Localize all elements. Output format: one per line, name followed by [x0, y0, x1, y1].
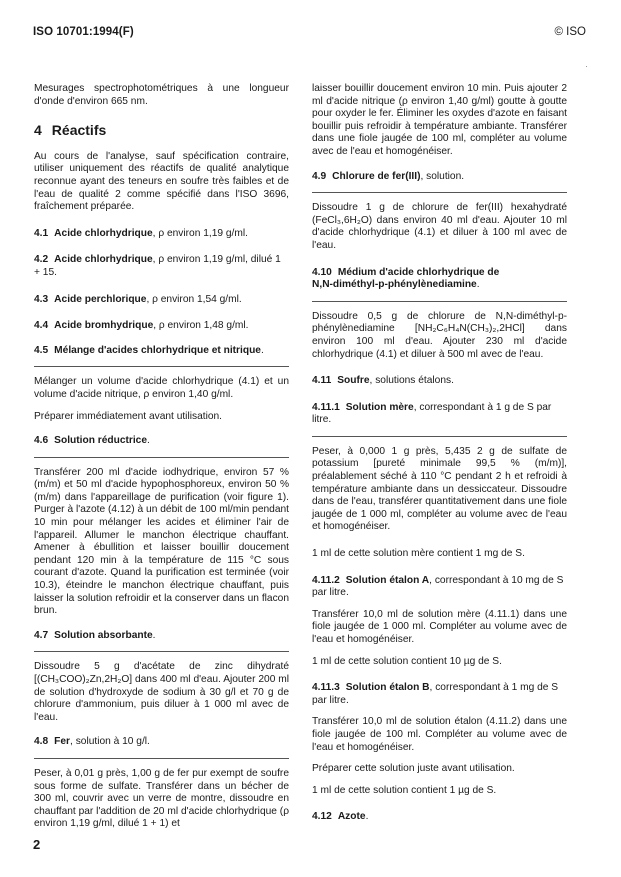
subsection-title: Azote	[337, 811, 366, 823]
section-4-5-note: Préparer immédiatement avant utilisation.	[34, 410, 222, 422]
section-rule	[34, 366, 289, 367]
section-4-12: 4.12 Azote.	[312, 811, 369, 823]
subsection-title: Acide chlorhydrique	[54, 254, 153, 266]
section-4-text: Au cours de l'analyse, sauf spécification contraire, utiliser uniquement des réactifs de qualité analytique reconnue ayant des teneurs en soufre très faibles et de l'eau de qualité 2 comme spécifié dans l'ISO 3696, fraîchement préparée.	[34, 150, 289, 213]
section-4-11-2-text: Transférer 10,0 ml de solution mère (4.11.1) dans une fiole jaugée de 1 000 ml. Compléter au volume avec de l'eau et homogénéiser.	[312, 608, 567, 645]
section-4-4	[34, 320, 289, 333]
section-rule	[312, 192, 567, 193]
section-rule	[312, 301, 567, 302]
section-4-3	[34, 294, 289, 307]
section-rule	[34, 651, 289, 652]
subsection-title-line2: N,N-diméthyl-p-phénylènediamine	[312, 279, 477, 291]
subsection-rest: , solution.	[420, 170, 465, 182]
intro-paragraph: Mesurages spectrophotométriques à une longueur d'onde d'environ 665 nm.	[34, 83, 289, 107]
subsection-number: 4.12	[312, 811, 332, 823]
section-4-6: 4.6 Solution réductrice.	[34, 435, 150, 447]
subsection-number: 4.2	[34, 254, 49, 266]
subsection-number: 4.1	[34, 227, 49, 239]
section-4-6-text: Transférer 200 ml d'acide iodhydrique, environ 57 % (m/m) et 50 ml d'acide hypophosphoreux, environ 50 % (m/m) dans l'appareillage de purification (voir figure 1). Purger à l'azote (4.12) à un débit de 100 ml/min pendant 10 min pour mélanger les acides et éliminer l'air de l'appareil. Allumer le manchon électrique chauffant. Amener à ébullition et laisser bouillir doucement pendant 120 min à la température de 115 °C sous courant d'azote. Quand la purification est terminée (voir 10.3), éteindre le manchon électrique chauffant, puis laisser la solution refroidir et la conserver dans un flacon brun.	[34, 466, 289, 617]
subsection-rest: , ρ environ 1,54 g/ml.	[146, 293, 242, 305]
page-number: 2	[33, 837, 41, 852]
right-column	[312, 83, 567, 833]
section-4-7: 4.7 Solution absorbante.	[34, 629, 156, 641]
subsection-rest: , correspondant à 10 mg de S par litre.	[312, 574, 564, 599]
subsection-number: 4.4	[34, 320, 49, 332]
section-rule	[34, 758, 289, 759]
section-4-1	[34, 228, 289, 241]
subsection-title: Solution absorbante	[54, 629, 153, 641]
subsection-number: 4.7	[34, 629, 49, 641]
section-4-8-text: Peser, à 0,01 g près, 1,00 g de fer pur exempt de soufre sous forme de sulfate. Transférer dans un bécher de 300 ml, couvrir avec un verre de montre, dissoudre en chauffant par l'addition de 20 ml d'acide chlorhydrique (ρ environ 1,19 g/ml, dilué 1 + 1) et	[34, 767, 289, 830]
standard-number: ISO 10701:1994(F)	[33, 26, 134, 38]
section-4-11-3	[312, 682, 567, 707]
section-4-11-1-note: 1 ml de cette solution mère contient 1 mg de S.	[312, 548, 525, 560]
subsection-rest: , ρ environ 1,19 g/ml.	[152, 227, 248, 239]
subsection-rest: , correspondant à 1 mg de S par litre.	[312, 682, 559, 706]
subsection-title: Soufre	[337, 375, 370, 387]
subsection-number: 4.11.1	[312, 401, 340, 413]
section-4-5-text: Mélanger un volume d'acide chlorhydrique (4.1) et un volume d'acide nitrique, ρ environ 1,40 g/ml.	[34, 376, 289, 400]
subsection-number: 4.3	[34, 293, 49, 305]
section-4-11	[312, 375, 567, 388]
subsection-number: 4.8	[34, 736, 49, 748]
section-4-11-2	[312, 575, 567, 600]
section-4-11-2-note: 1 ml de cette solution contient 10 µg de S.	[312, 655, 502, 667]
subsection-title: Mélange d'acides chlorhydrique et nitrique	[54, 344, 261, 356]
subsection-rest: , correspondant à 1 g de S par litre.	[312, 401, 552, 426]
section-4-11-1	[312, 402, 567, 427]
subsection-number: 4.9	[312, 170, 327, 182]
subsection-rest: , solutions étalons.	[369, 375, 454, 387]
subsection-number: 4.5	[34, 344, 49, 356]
section-rule	[312, 436, 567, 437]
subsection-number: 4.10	[312, 266, 332, 278]
subsection-title: Acide chlorhydrique	[54, 227, 153, 239]
section-4-heading	[34, 124, 289, 137]
section-4-11-3-prep: Préparer cette solution juste avant utilisation.	[312, 763, 515, 775]
section-rule	[34, 457, 289, 458]
subsection-rest: , ρ environ 1,19 g/ml, dilué 1 + 15.	[34, 254, 281, 278]
continued-paragraph: laisser bouillir doucement environ 10 min. Puis ajouter 2 ml d'acide nitrique (ρ environ 1,40 g/ml) goutte à goutte pour oxyder le fer. Éliminer les oxydes d'azote en faisant bouillir puis refroidir à température ambiante. Transférer dans une fiole jaugée de 100 ml, compléter au volume avec de l'eau et homogénéiser.	[312, 83, 567, 157]
subsection-title: Solution réductrice	[54, 435, 148, 447]
section-4-9	[312, 171, 567, 184]
section-4-11-3-text: Transférer 10,0 ml de solution étalon (4.11.2) dans une fiole jaugée de 100 ml. Compléter au volume avec de l'eau et homogénéiser.	[312, 716, 567, 753]
subsection-title: Fer	[54, 736, 71, 748]
subsection-rest: , solution à 10 g/l.	[70, 736, 150, 748]
subsection-title: Médium d'acide chlorhydrique de	[337, 266, 500, 278]
subsection-title: Chlorure de fer(III)	[332, 170, 421, 182]
subsection-title: Acide bromhydrique	[54, 320, 154, 332]
section-4-9-text: Dissoudre 1 g de chlorure de fer(III) hexahydraté (FeCl₃,6H₂O) dans environ 40 ml d'eau. Ajouter 10 ml d'acide chlorhydrique (4.1) et diluer à 100 ml avec de l'eau.	[312, 202, 567, 251]
margin-mark	[586, 66, 587, 67]
section-4-11-1-text: Peser, à 0,000 1 g près, 5,435 2 g de sulfate de potassium [pureté minimale 99,5 % (m/m)], préalablement séché à 110 °C pendant 2 h et refroidi à température ambiante dans un dessiccateur. Dissoudre dans de l'eau, transférer quantitativement dans une fiole jaugée de 1 000 ml, compléter au volume avec de l'eau et homogénéiser.	[312, 445, 567, 533]
subsection-title: Solution étalon B	[345, 682, 430, 694]
subsection-number: 4.6	[34, 435, 49, 447]
section-number: 4	[34, 122, 42, 139]
section-title: Réactifs	[51, 122, 107, 139]
section-4-10-text: Dissoudre 0,5 g de chlorure de N,N-diméthyl-p-phénylènediamine [NH₂C₆H₄N(CH₃)₂,2HCl] dans environ 100 ml d'eau. Ajouter 230 ml d'acide chlorhydrique (4.1) et diluer à 500 ml avec de l'eau.	[312, 310, 567, 360]
section-4-8	[34, 736, 289, 749]
section-4-10: 4.10 Médium d'acide chlorhydrique de N,N-diméthyl-p-phénylènediamine.	[312, 266, 500, 291]
iso-copyright: © ISO	[554, 26, 586, 38]
subsection-title: Solution étalon A	[345, 574, 430, 586]
section-4-7-text: Dissoudre 5 g d'acétate de zinc dihydraté [(CH₃COO)₂Zn,2H₂O] dans 400 ml d'eau. Ajouter 200 ml de solution d'hydroxyde de sodium à 30 g/l et 70 g de chlorure d'ammonium, puis diluer à 1 000 ml avec de l'eau.	[34, 661, 289, 723]
subsection-rest: , ρ environ 1,48 g/ml.	[153, 320, 249, 332]
section-4-11-3-note: 1 ml de cette solution contient 1 µg de S.	[312, 784, 497, 796]
subsection-title: Acide perchlorique	[54, 293, 147, 305]
subsection-number: 4.11	[312, 375, 332, 387]
section-4-5: 4.5 Mélange d'acides chlorhydrique et nitrique.	[34, 344, 264, 356]
section-4-2	[34, 254, 289, 279]
subsection-number: 4.11.3	[312, 682, 340, 694]
left-column	[34, 83, 289, 840]
subsection-title: Solution mère	[345, 401, 414, 413]
subsection-number: 4.11.2	[312, 574, 340, 586]
